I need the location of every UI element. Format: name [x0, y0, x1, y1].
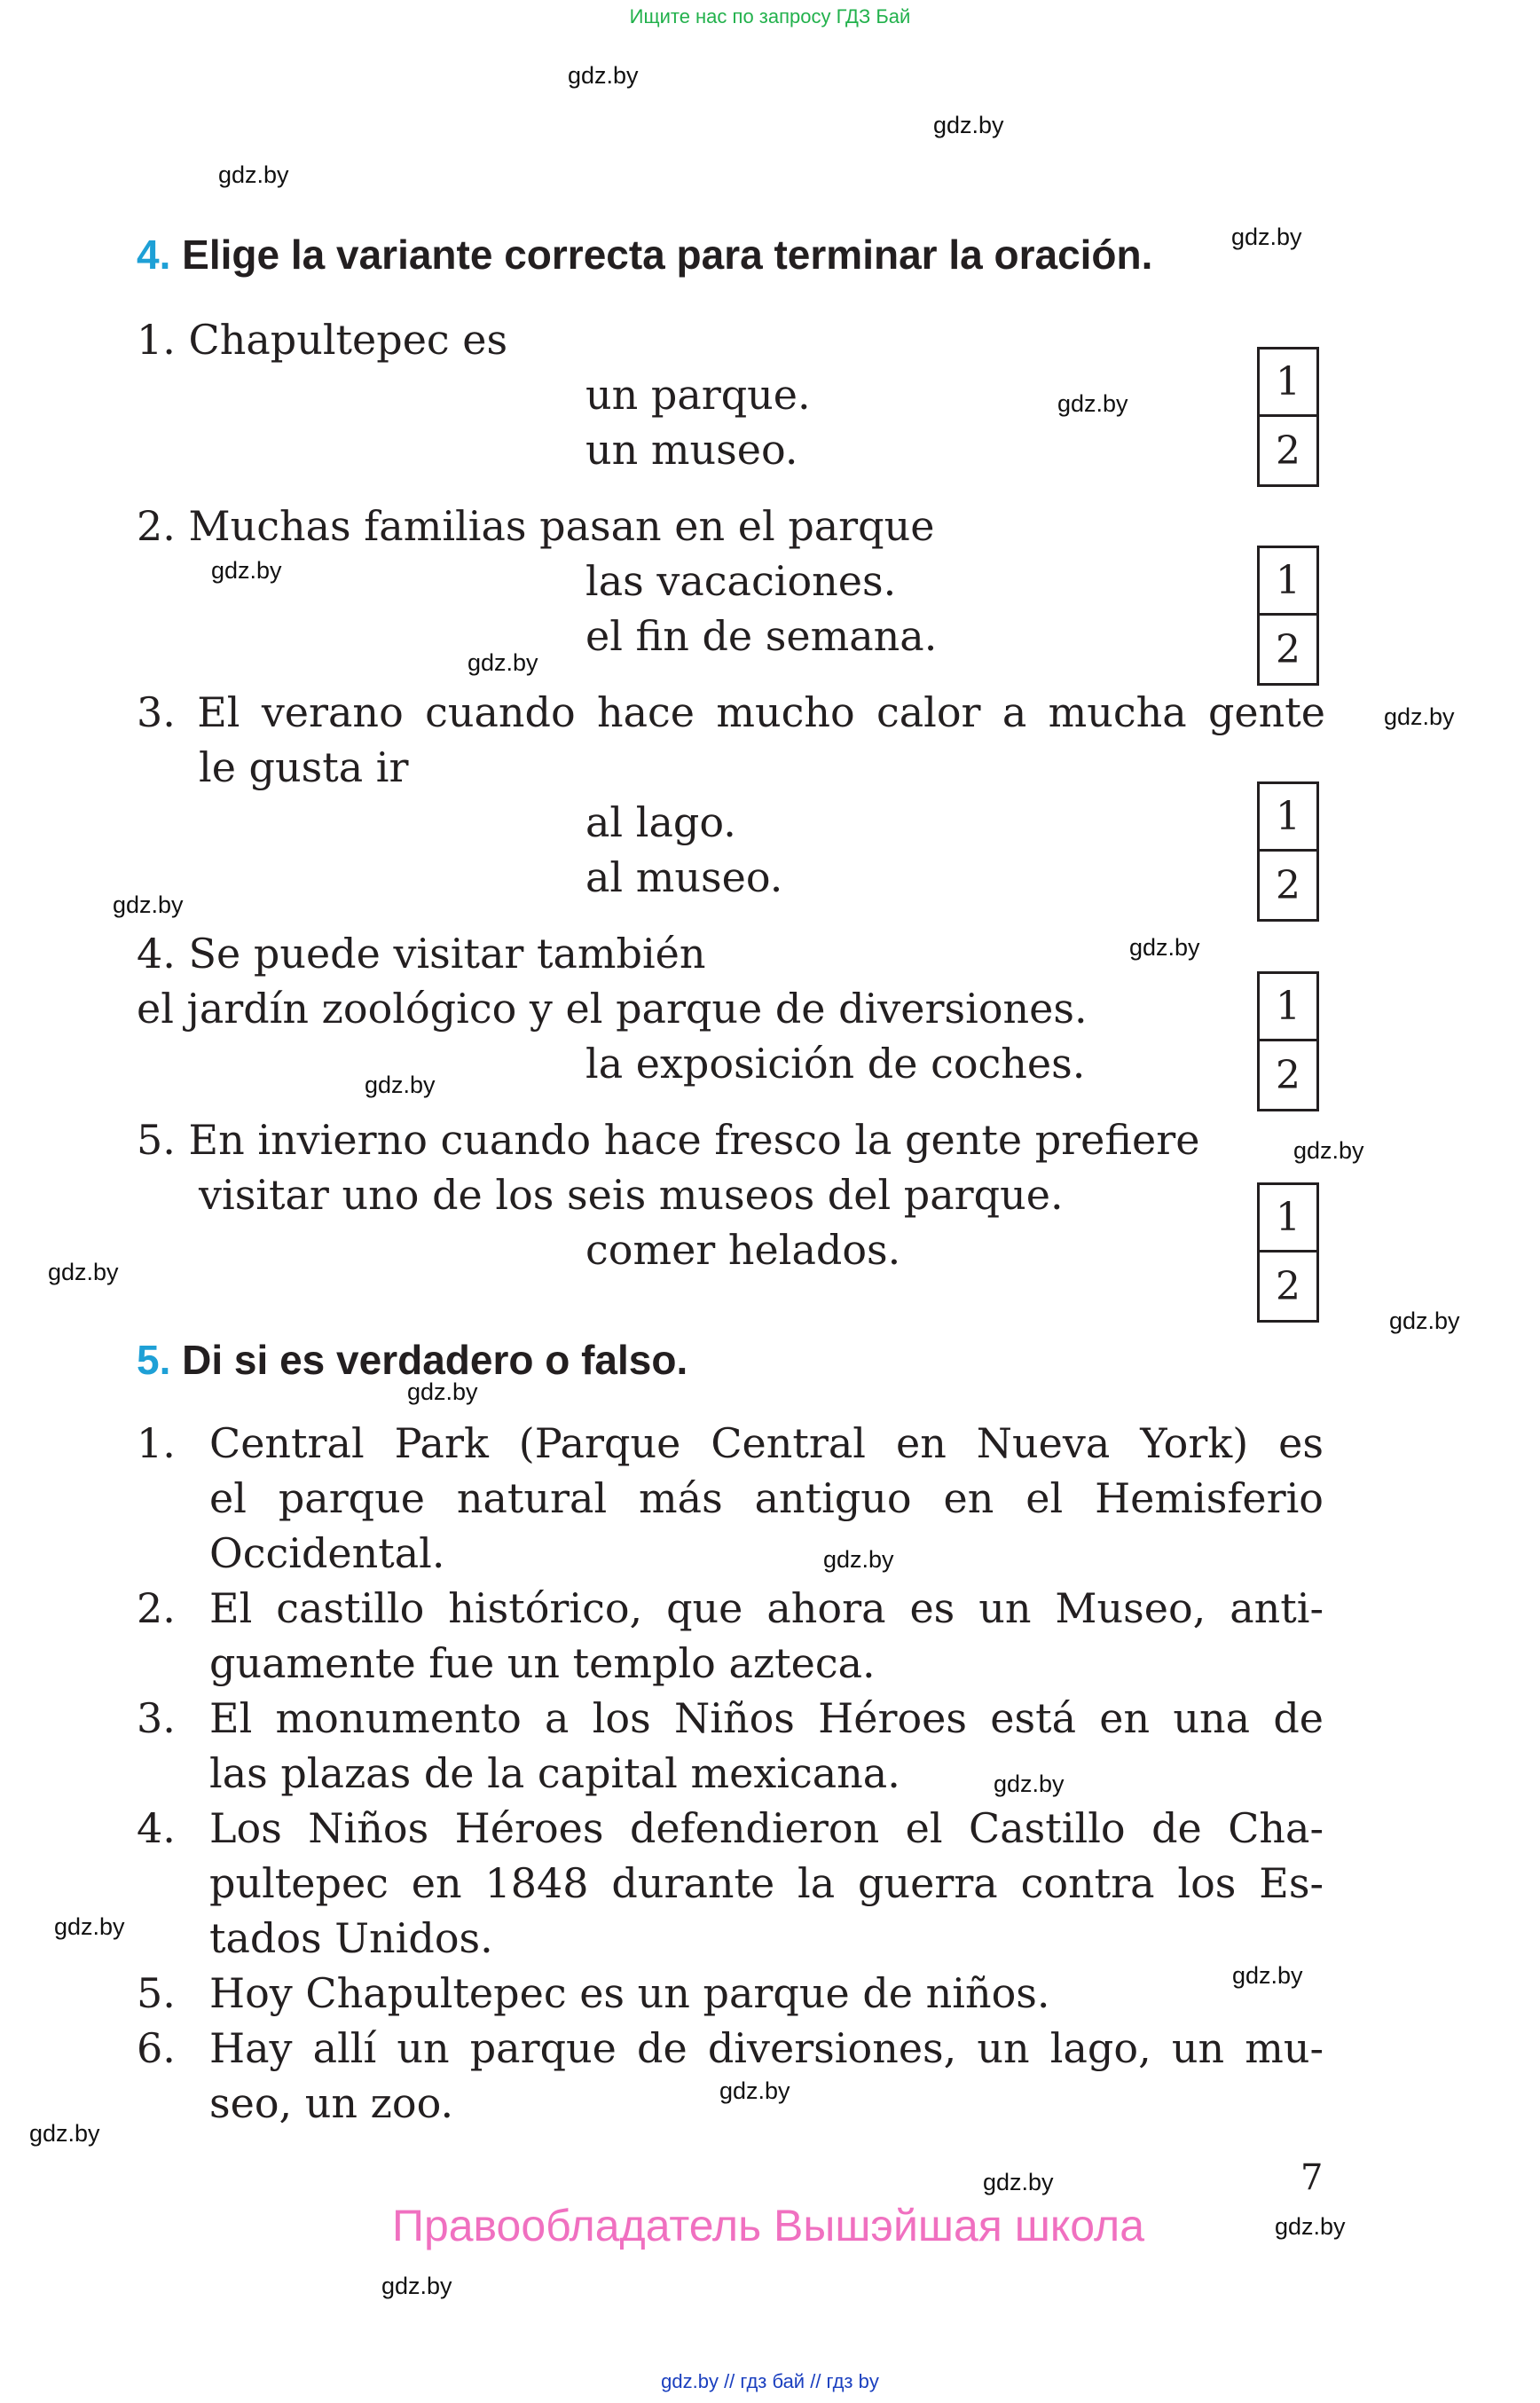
- watermark: gdz.by: [823, 1546, 894, 1573]
- question-stem: 1. Chapultepec es: [137, 316, 508, 364]
- watermark: gdz.by: [1293, 1137, 1364, 1164]
- watermark: gdz.by: [113, 891, 184, 918]
- watermark: gdz.by: [211, 557, 282, 584]
- watermark: gdz.by: [1129, 934, 1200, 961]
- exercise-5-heading: [137, 1336, 688, 1384]
- answer-box-cell[interactable]: 1: [1260, 974, 1316, 1041]
- watermark: gdz.by: [54, 1913, 125, 1940]
- answer-box[interactable]: [1257, 347, 1319, 487]
- exercise-title: Elige la variante correcta para terminar la oración.: [182, 232, 1153, 278]
- statement-line: Hoy Chapultepec es un parque de niños.: [209, 1969, 1050, 2017]
- statement-line: guamente fue un templo azteca.: [209, 1639, 876, 1687]
- answer-option: las vacaciones.: [585, 557, 897, 605]
- statement-line: seo, un zoo.: [209, 2079, 454, 2127]
- exercise-number: 5.: [137, 1337, 171, 1383]
- exercise-4-heading: [137, 231, 1152, 279]
- page-number: 7: [1300, 2157, 1324, 2198]
- watermark: gdz.by: [933, 112, 1004, 138]
- answer-box-cell[interactable]: 1: [1260, 1185, 1316, 1253]
- watermark: gdz.by: [1389, 1308, 1460, 1334]
- question-stem: 4. Se puede visitar también: [137, 930, 706, 978]
- statement-line: las plazas de la capital mexicana.: [209, 1749, 900, 1797]
- answer-option: el jardín zoológico y el parque de diversiones.: [137, 985, 1088, 1033]
- header-search-link[interactable]: Ищите нас по запросу ГДЗ Бай: [629, 5, 911, 27]
- statement-line: Central Park (Parque Central en Nueva York) es: [209, 1419, 1324, 1467]
- question-stem: le gusta ir: [199, 743, 409, 791]
- exercise-number: 4.: [137, 232, 171, 278]
- statement-number: 6.: [137, 2024, 176, 2072]
- statement-line: pultepec en 1848 durante la guerra contra los Es-: [209, 1859, 1324, 1907]
- watermark: gdz.by: [1384, 703, 1455, 730]
- watermark: gdz.by: [365, 1072, 436, 1098]
- question-stem: 3. El verano cuando hace mucho calor a mucha gente: [137, 688, 1325, 736]
- watermark: gdz.by: [381, 2273, 452, 2299]
- answer-box-cell[interactable]: 2: [1276, 428, 1300, 474]
- statement-line: El monumento a los Niños Héroes está en una de: [209, 1694, 1324, 1742]
- answer-option: al lago.: [585, 798, 736, 846]
- answer-option: comer helados.: [585, 1226, 901, 1274]
- answer-option: visitar uno de los seis museos del parque.: [199, 1171, 1064, 1219]
- exercise-title: Di si es verdadero o falso.: [182, 1337, 688, 1383]
- watermark: gdz.by: [29, 2120, 100, 2147]
- answer-box-cell[interactable]: 2: [1276, 626, 1300, 672]
- watermark: gdz.by: [468, 649, 538, 676]
- watermark: gdz.by: [218, 161, 289, 188]
- watermark: gdz.by: [719, 2077, 790, 2104]
- answer-box[interactable]: [1257, 546, 1319, 686]
- answer-box-cell[interactable]: 2: [1276, 862, 1300, 908]
- statement-line: el parque natural más antiguo en el Hemisferio: [209, 1474, 1324, 1522]
- watermark: gdz.by: [1057, 390, 1128, 417]
- answer-box-cell[interactable]: 2: [1276, 1052, 1300, 1098]
- watermark: gdz.by: [1231, 224, 1302, 250]
- watermark: gdz.by: [48, 1259, 119, 1285]
- statement-number: 2.: [137, 1584, 176, 1632]
- footer-links[interactable]: gdz.by // гдз бай // гдз by: [661, 2370, 879, 2392]
- answer-option: al museo.: [585, 853, 783, 901]
- statement-line: Occidental.: [209, 1529, 445, 1577]
- answer-box-cell[interactable]: 1: [1260, 784, 1316, 852]
- answer-box-cell[interactable]: 1: [1260, 548, 1316, 616]
- statement-number: 1.: [137, 1419, 176, 1467]
- watermark: gdz.by: [407, 1378, 478, 1405]
- statement-line: Hay allí un parque de diversiones, un lago, un mu-: [209, 2024, 1324, 2072]
- answer-option: un parque.: [585, 371, 811, 419]
- question-stem: 2. Muchas familias pasan en el parque: [137, 502, 935, 550]
- answer-option: un museo.: [585, 426, 798, 474]
- statement-number: 4.: [137, 1804, 176, 1852]
- statement-line: tados Unidos.: [209, 1914, 493, 1962]
- watermark: gdz.by: [983, 2169, 1054, 2195]
- watermark: gdz.by: [1275, 2213, 1346, 2240]
- statement-number: 5.: [137, 1969, 176, 2017]
- watermark: gdz.by: [1232, 1962, 1303, 1989]
- statement-number: 3.: [137, 1694, 176, 1742]
- copyright-notice: Правообладатель Вышэйшая школа: [392, 2201, 1144, 2250]
- answer-box-cell[interactable]: 1: [1260, 349, 1316, 417]
- watermark: gdz.by: [568, 62, 639, 89]
- answer-option: el fin de semana.: [585, 612, 938, 660]
- question-stem: 5. En invierno cuando hace fresco la gente prefiere: [137, 1116, 1200, 1164]
- answer-box-cell[interactable]: 2: [1276, 1263, 1300, 1309]
- watermark: gdz.by: [994, 1771, 1065, 1797]
- statement-line: Los Niños Héroes defendieron el Castillo de Cha-: [209, 1804, 1324, 1852]
- statement-line: El castillo histórico, que ahora es un Museo, anti-: [209, 1584, 1324, 1632]
- answer-option: la exposición de coches.: [585, 1040, 1086, 1088]
- answer-box[interactable]: [1257, 1182, 1319, 1323]
- answer-box[interactable]: [1257, 781, 1319, 922]
- answer-box[interactable]: [1257, 971, 1319, 1111]
